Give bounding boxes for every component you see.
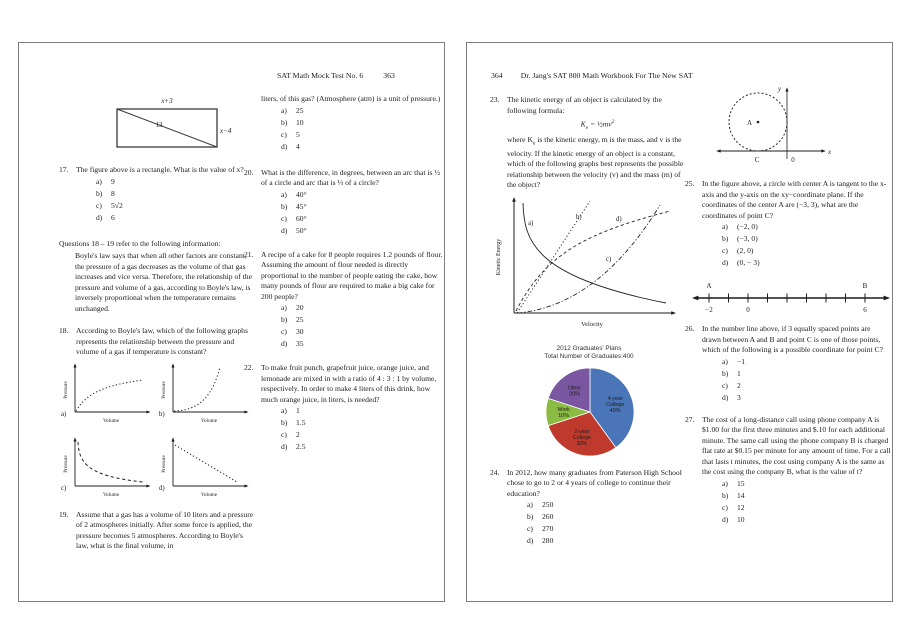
circle-tangent-figure [715,83,891,173]
question-24-option-b [527,512,688,524]
y-axis-label: Kinetic Energy [496,238,502,275]
number-line-svg [689,278,893,316]
curve-d [516,211,670,311]
question-17-options [76,177,256,225]
question-22-option-value-c: 2 [296,430,300,439]
question-19-continued-option-a [281,106,445,118]
question-26-option-d [722,393,891,405]
left-header-title: SAT Math Mock Test No. 6 [277,71,364,80]
axis-arrowhead [146,484,150,487]
question-20-option-letter-c: c) [281,213,287,223]
question-27-options [702,479,891,527]
point-label-B: B [862,282,868,290]
left-page-column-2 [244,94,445,454]
question-19-continued-option-value-a: 25 [296,105,304,115]
question-20-option-c [281,214,445,226]
question-20-option-letter-a: a) [281,189,287,199]
question-22-body [261,363,445,454]
question-21-option-value-d: 35 [296,339,304,348]
question-26-option-letter-c: c) [722,380,728,390]
question-26-option-letter-d: d) [722,392,729,402]
question-24-option-letter-c: c) [527,524,533,534]
question-26-option-value-b: 1 [737,368,741,378]
question-21 [244,250,445,352]
question-19-continued-option-d [281,142,445,154]
question-25-option-value-c: (2, 0) [737,246,754,255]
question-24-option-value-a: 250 [542,500,554,510]
question-22-option-letter-c: c) [281,430,287,439]
question-26-option-value-a: −1 [737,356,746,366]
question-26-text: In the number line above, if 3 equally spaced points are drawn between A and B and point C is one of those points, which of the following is a possible coordinate for point C? [702,324,883,354]
question-27-option-value-b: 14 [737,490,745,500]
y-axis-label: Pressure [161,380,167,399]
question-20-option-value-a: 40° [296,189,307,199]
question-21-option-value-a: 20 [296,303,304,312]
question-25-option-letter-d: d) [722,258,729,267]
question-27-option-letter-b: b) [722,490,729,500]
question-27-text: The cost of a long-distance call using phone company A is $1.00 for the first three minutes and $.10 for each additional minute. The same call using the phone company B is charged flat rate at $0.15 per minute for any amount of time. For a call that lasts t minutes, the cost using company A is the same as the cost using the company B, what is the value of t? [702,414,891,476]
question-17-option-value-a: 9 [111,176,115,186]
curve-label-d: d) [616,215,622,223]
rectangle-diagonal [117,109,217,147]
pie-chart-title [503,345,675,362]
question-26-option-a [722,357,891,369]
plot-tag: d) [159,484,165,492]
question-22-option-letter-a: a) [281,406,287,415]
number-line-figure [689,278,891,316]
question-19-continued-option-value-b: 10 [296,117,304,127]
question-22-option-b [281,418,445,430]
tick-label-1: 0 [746,306,750,314]
question-27 [685,415,891,527]
question-19-continued-text: liters, of this gas? (Atmosphere (atm) is a unit of pressure.) [261,94,441,103]
question-25-option-value-d: (0, − 3) [737,258,760,267]
question-17-option-a [96,177,256,189]
question-26-option-letter-b: b) [722,368,729,378]
question-24-option-a [527,500,688,512]
origin-label: 0 [791,157,795,164]
question-22-text: To make fruit punch, grapefruit juice, orange juice, and lemonade are mixed in with a ratio of 4 : 3 : 1 by volume, respectively. In order to make 4 liters of this drink, how much orange juice, in liters, is needed? [261,363,437,404]
curve-convex-increasing [174,367,220,411]
boyle-graph-svg [157,362,253,428]
question-26-options [702,357,891,405]
question-17-option-letter-d: d) [96,212,103,222]
question-23-number: 23. [490,95,500,104]
question-18-text: According to Boyle's law, which of the following graphs represents the relationship between the pressure and volume of a gas if temperature is constant? [76,326,248,356]
question-17-option-letter-a: a) [96,176,102,186]
question-24-option-c [527,524,688,536]
question-21-option-a [281,303,445,315]
question-21-option-value-c: 30 [296,327,304,336]
question-27-body [702,415,891,527]
x-axis-label: Volume [200,417,218,424]
plot-tag: c) [61,484,67,492]
question-27-number: 27. [685,414,695,424]
question-24-number: 24. [490,467,500,477]
pie-slice-label-1: 4-year College 40% [605,395,625,414]
question-25-option-a [722,222,891,234]
formula-superscript: 2 [611,119,615,125]
question-17-option-value-b: 8 [111,188,115,198]
question-20-option-letter-b: b) [281,201,288,211]
question-19-continued-option-letter-d: d) [281,141,288,151]
x-axis-label: x [828,149,832,156]
question-17 [59,165,256,225]
curve-hyperbolic-decreasing [78,442,143,482]
question-21-option-c [281,327,445,339]
question-22-number: 22. [244,363,254,372]
q23-post-sub: e [532,140,536,147]
question-19-body [76,510,256,552]
question-22-options [261,406,445,454]
question-21-option-value-b: 25 [296,315,304,324]
question-26 [685,324,891,405]
axis-arrowhead [884,296,890,301]
question-19-number: 19. [59,509,69,519]
question-26-body [702,324,891,405]
question-19-continued [244,94,445,154]
center-label: A [747,120,752,127]
axis-arrowhead [73,437,76,441]
left-header-page-number: 363 [383,71,395,80]
question-20-option-b [281,202,445,214]
kinetic-energy-graph [490,195,688,335]
question-22-option-c [281,430,445,442]
boyle-graph-b [157,362,255,428]
pie-slice-label-4: Other 20% [567,385,582,398]
question-25-option-letter-b: b) [722,234,729,243]
question-24-option-value-d: 280 [542,536,554,546]
question-25-text: In the figure above, a circle with center A is tangent to the x-axis and the y-axis on the xy−coordinate plane. If the coordinates of the center A are (−3, 3), what are the coordinates of point C? [702,179,887,220]
question-24-text: In 2012, how many graduates from Paterson High School chose to go to 2 or 4 years of college to continue their education? [507,467,682,498]
pie-subtitle-line: Total Number of Graduates:400 [544,353,634,361]
question-18 [59,326,256,358]
right-header-page-number: 364 [491,71,503,80]
boyles-law-info-text: Boyle's law says that when all other factors are constant, the pressure of a gas decreases as the volume of that gas increases and vice versa. Therefore, the relationship of the pressure and volume of a gas, according to Boyle's law, is inversely proportional when the temperature remains unchanged. [75,251,252,313]
question-20-body [261,168,445,238]
axis-arrowhead [171,363,174,367]
question-19-continued-option-c [281,130,445,142]
question-22-option-value-b: 1.5 [296,418,306,427]
question-17-text: The figure above is a rectangle. What is the value of x? [76,165,244,174]
question-22-option-value-a: 1 [296,406,300,415]
question-24-option-value-c: 270 [542,524,554,534]
axis-arrowhead [716,149,720,152]
question-27-option-letter-d: d) [722,514,729,524]
tick-label-0: −2 [705,306,713,314]
question-27-option-d [722,515,891,527]
plot-tag: b) [159,410,165,418]
question-23-text-after-formula [507,135,688,191]
question-21-number: 21. [244,249,254,259]
question-25-option-b [722,234,891,246]
point-label-A: A [706,282,712,290]
right-page-column-1 [490,95,688,548]
question-21-options [261,303,445,351]
pie-title-line: 2012 Graduates' Plans [556,344,622,352]
question-25-option-value-b: (−3, 0) [737,234,758,243]
boyle-graph-svg [157,436,253,502]
circle-center-dot [757,121,760,124]
axis-arrowhead [692,296,698,301]
axis-arrowhead [146,410,150,413]
q23-post-pre: where K [507,134,533,144]
question-24-option-letter-d: d) [527,536,534,546]
question-25-number: 25. [685,179,695,188]
question-26-option-c [722,381,891,393]
question-22-option-d [281,442,445,454]
plot-tag: a) [61,410,67,418]
question-27-option-value-c: 12 [737,502,745,512]
x-axis-label: Volume [102,417,120,424]
question-19-continued-body [261,94,445,154]
question-24-option-letter-b: b) [527,512,534,522]
curve-linear-decreasing [175,445,237,482]
axis-arrowhead [785,87,788,91]
question-27-option-value-d: 10 [737,514,745,524]
question-19 [59,510,256,552]
x-axis-label: Volume [102,491,120,498]
tick-label-2: 6 [863,306,867,314]
question-21-option-d [281,339,445,351]
question-21-option-b [281,315,445,327]
rect-top-label: x+3 [161,97,173,105]
question-18-body [76,326,256,358]
question-17-number: 17. [59,165,69,174]
question-25-option-c [722,246,891,258]
question-27-option-b [722,491,891,503]
question-20-option-value-d: 50° [296,225,307,235]
question-17-option-value-d: 6 [111,212,115,222]
formula-mid: = ½mv [588,119,612,129]
question-23-body [507,95,688,191]
question-17-option-b [96,189,256,201]
left-page-header [277,71,395,80]
question-25-option-letter-c: c) [722,246,728,255]
curve-label-b: b) [576,213,582,221]
question-25-option-d [722,258,891,270]
point-c-label: C [754,157,760,164]
x-axis-label: Velocity [581,320,603,328]
question-24 [490,468,688,549]
y-axis-label: Pressure [63,454,69,473]
formula-base: K [580,119,586,129]
question-25-options [702,222,891,270]
question-19-continued-option-value-c: 5 [296,129,300,139]
question-25-option-value-a: (−2, 0) [737,222,758,231]
question-17-option-c [96,201,256,213]
question-26-option-value-c: 2 [737,380,741,390]
pie-chart-svg [542,364,638,460]
question-27-option-c [722,503,891,515]
question-17-option-letter-c: c) [96,200,102,210]
boyle-graph-svg [59,436,155,502]
question-20-option-value-b: 45° [296,201,307,211]
boyle-graph-a [59,362,157,428]
question-21-option-letter-c: c) [281,327,287,336]
axis-arrowhead [171,437,174,441]
question-21-text: A recipe of a cake for 8 people requires 1.2 pounds of flour. Assuming the amount of flour needed is directly proportional to the number of people eating the cake, how many pounds of flour are required to make a big cake for 200 people? [261,249,443,301]
curve-concave-increasing [76,380,143,411]
question-26-option-value-d: 3 [737,392,741,402]
right-page-header [491,71,693,80]
axis-arrowhead [73,363,76,367]
question-25-option-letter-a: a) [722,222,728,231]
question-19-continued-option-letter-a: a) [281,105,287,115]
boyle-graph-c [59,436,157,502]
question-21-body [261,250,445,352]
question-19-continued-option-value-d: 4 [296,141,300,151]
question-26-option-b [722,369,891,381]
pie-slice-label-3: Work 10% [557,406,570,419]
question-22 [244,363,445,454]
question-27-option-a [722,479,891,491]
q23-post-rest: is the kinetic energy, m is the mass, and v is the velocity. If the kinetic energy of an object is a constant, which of the following graphs best represents the possible relationship between the velocity (v) and the mass (m) of the object? [507,134,684,190]
question-19-continued-options [261,106,445,154]
rectangle-figure-svg [97,93,255,157]
question-17-option-value-c: 5√2 [111,200,123,210]
curve-label-a: a) [528,219,534,227]
question-24-option-letter-a: a) [527,500,533,510]
right-page [466,42,893,602]
y-axis-label: y [777,86,781,93]
question-27-option-value-a: 15 [737,478,745,488]
boyle-graph-d [157,436,255,502]
question-24-option-d [527,536,688,548]
question-25 [685,179,891,270]
axis-arrowhead [244,484,248,487]
question-20-number: 20. [244,167,254,177]
question-24-body [507,468,688,549]
pie-chart [542,364,688,460]
kinetic-energy-graph-svg [490,195,680,335]
question-27-option-letter-c: c) [722,502,728,512]
axis-arrowhead [671,311,676,315]
question-19-continued-option-letter-b: b) [281,117,288,127]
question-22-option-letter-d: d) [281,442,288,451]
question-23 [490,95,688,191]
boyle-graphs-grid [59,362,256,502]
question-23-text: The kinetic energy of an object is calculated by the following formula: [507,95,662,115]
question-20-option-a [281,190,445,202]
left-page [18,42,445,602]
question-21-option-letter-d: d) [281,339,288,348]
question-22-option-value-d: 2.5 [296,442,306,451]
y-axis-label: Pressure [63,380,69,399]
question-19-continued-option-letter-c: c) [281,129,287,139]
question-17-option-letter-b: b) [96,188,103,198]
right-page-column-2 [685,83,891,527]
question-21-option-letter-b: b) [281,315,288,324]
formula-subscript: e [585,125,589,132]
question-19-text: Assume that a gas has a volume of 10 liters and a pressure of 2 atmospheres initially. After some force is applied, the pressure becomes 5 atmospheres. According to Boyle's law, what is the final volume, in [76,509,254,550]
axis-arrowhead [821,149,825,152]
rect-diagonal-label: 13 [155,121,163,129]
question-27-option-letter-a: a) [722,478,728,488]
questions-18-19-heading: Questions 18 – 19 refer to the following information: [59,238,221,248]
question-17-option-d [96,213,256,225]
question-18-number: 18. [59,326,69,335]
question-26-number: 26. [685,324,695,333]
boyle-graph-svg [59,362,155,428]
question-26-option-letter-a: a) [722,356,728,366]
question-20-option-letter-d: d) [281,225,288,235]
pie-slice-label-2: 2-year College 30% [572,428,591,447]
curve-label-c: c) [606,255,612,263]
question-20-option-value-c: 60° [296,213,307,223]
question-24-options [507,500,688,548]
question-20-option-d [281,226,445,238]
question-21-option-letter-a: a) [281,303,287,312]
question-20 [244,168,445,238]
left-page-column-1 [59,93,256,552]
question-17-body [76,165,256,225]
axis-arrowhead [512,197,516,202]
kinetic-energy-formula [507,117,688,134]
question-20-text: What is the difference, in degrees, between an arc that is ½ of a circle and arc that is ⅓ of a circle? [261,167,441,187]
rect-side-label: x−4 [220,127,232,135]
x-axis-label: Volume [200,491,218,498]
right-header-title: Dr. Jang's SAT 800 Math Workbook For The New SAT [520,71,693,80]
question-20-options [261,190,445,238]
question-22-option-letter-b: b) [281,418,288,427]
question-19-continued-option-b [281,118,445,130]
y-axis-label: Pressure [161,454,167,473]
question-24-option-value-b: 260 [542,512,554,522]
circle-tangent-figure-svg [715,83,841,173]
question-22-option-a [281,406,445,418]
question-25-body [702,179,891,270]
rectangle-figure [97,93,256,157]
